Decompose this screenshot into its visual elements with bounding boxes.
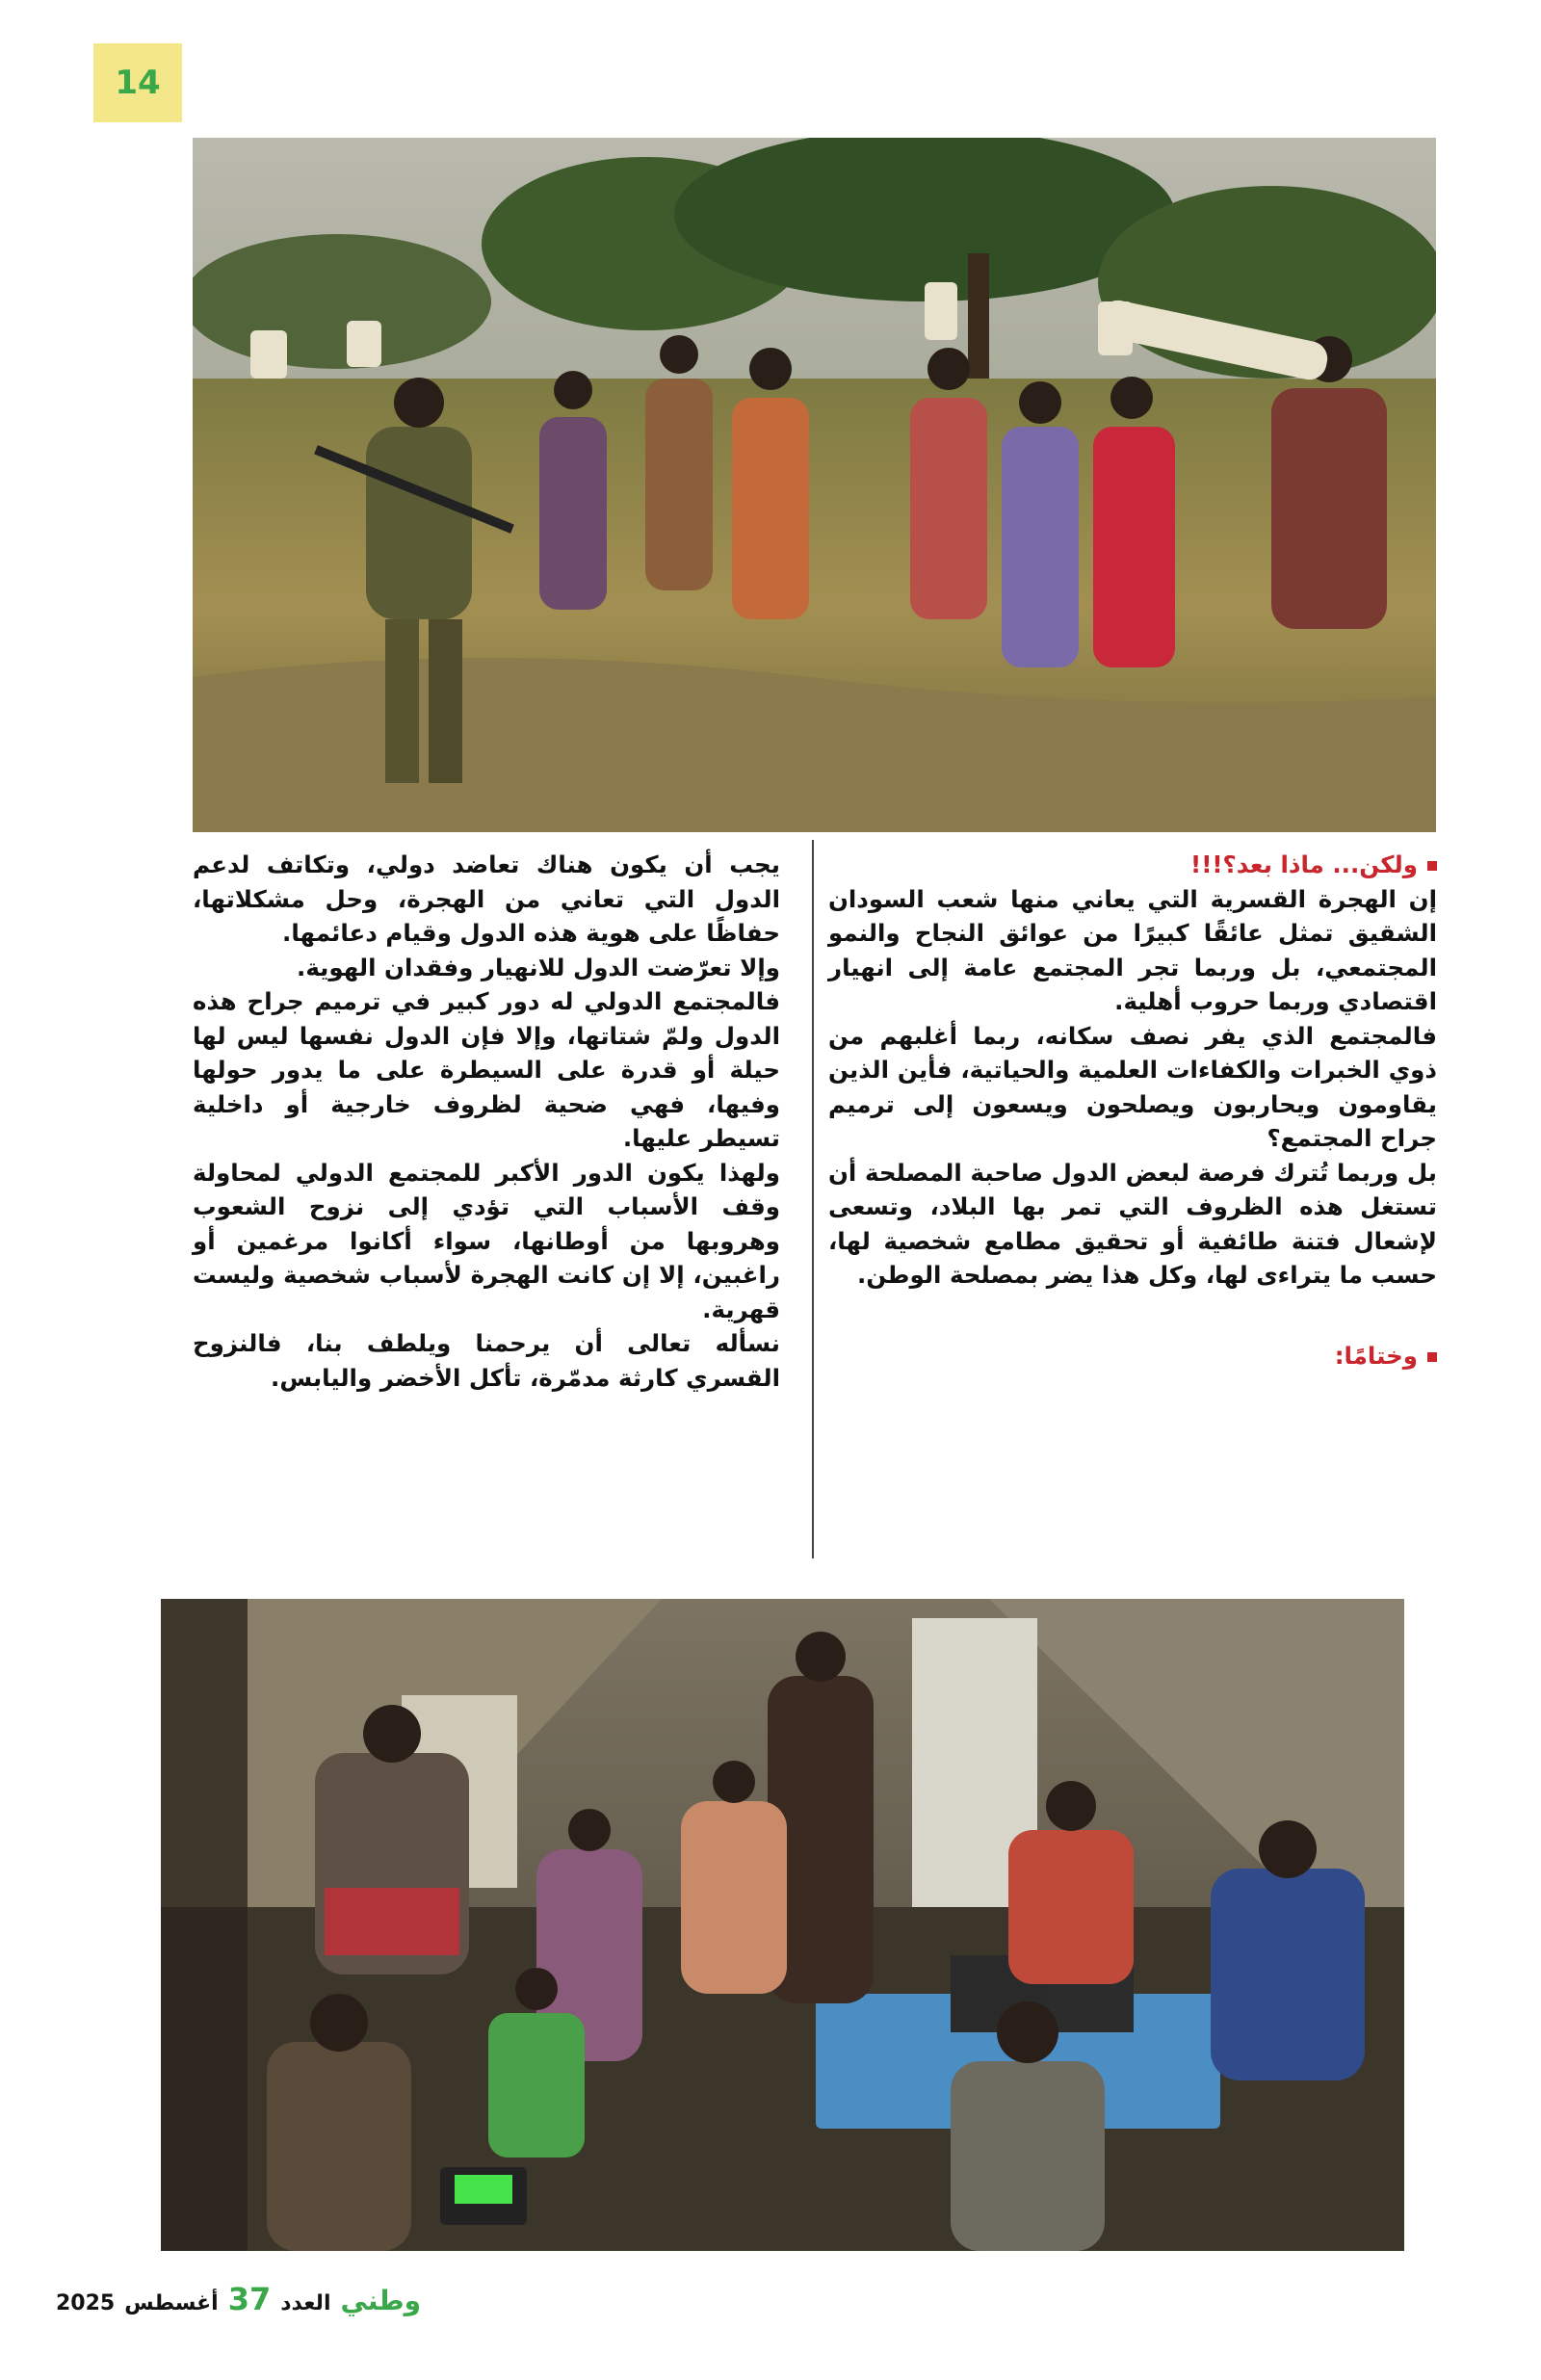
photo-people-walking [193, 138, 1436, 832]
paragraph: بل وربما تُترك فرصة لبعض الدول صاحبة المصلحة أن تستغل هذه الظروف التي تمر بها البلاد، وتسعى لإشعال فتنة طائفية أو تحقيق مطامع شخصية لها، حسب ما يتراءى لها، وكل هذا يضر بمصلحة الوطن. [828, 1158, 1437, 1289]
heading-text: ولكن... ماذا بعد؟!!! [1190, 850, 1418, 878]
article-right-column [828, 848, 1437, 1373]
footer-month: أغسطس [124, 2291, 219, 2315]
column-divider [812, 840, 814, 1558]
article-left-column [193, 848, 780, 1395]
paragraph: ولهذا يكون الدور الأكبر للمجتمع الدولي لمحاولة وقف الأسباب التي تؤدي إلى نزوح الشعوب وهروبها من أوطانها، سواء أكانوا مرغمين أو راغبين، إلا إن كانت الهجرة لأسباب شخصية وليست قهرية. [193, 1158, 780, 1323]
closing-heading [828, 1339, 1437, 1373]
paragraph: إن الهجرة القسرية التي يعاني منها شعب السودان الشقيق تمثل عائقًا كبيرًا من عوائق النجاح والنمو المجتمعي، بل وربما تجر المجتمع عامة إلى انهيار اقتصادي وربما حروب أهلية. [828, 884, 1437, 1015]
closing-heading-text: وختامًا: [1334, 1341, 1418, 1370]
photo-registration-tent [161, 1599, 1404, 2251]
paragraph: فالمجتمع الدولي له دور كبير في ترميم جراح هذه الدول ولمّ شتاتها، وإلا فإن الدول نفسها ليس لها حيلة أو قدرة على السيطرة على ما يدور حولها وفيها، فهي ضحية لظروف خارجية أو داخلية تسيطر عليها. [193, 987, 780, 1152]
bullet-icon [1427, 1352, 1437, 1362]
footer-magazine-name: وطني [340, 2285, 422, 2316]
page-footer [56, 2281, 421, 2319]
photo-registration-tent-icon [161, 1599, 1404, 2251]
footer-issue-label: العدد [280, 2291, 331, 2315]
footer-issue-number: 37 [227, 2281, 272, 2317]
paragraph: فالمجتمع الذي يفر نصف سكانه، ربما أغلبهم من ذوي الخبرات والكفاءات العلمية والحياتية، فأين الذين يقاومون ويحاربون ويصلحون ويسعون إلى ترميم جراح المجتمع؟ [828, 1021, 1437, 1152]
paragraph: يجب أن يكون هناك تعاضد دولي، وتكاتف لدعم الدول التي تعاني من الهجرة، وحل مشكلاتها، حفاظًا على هوية هذه الدول وقيام دعائمها. [193, 850, 780, 947]
paragraph: وإلا تعرّضت الدول للانهيار وفقدان الهوية. [297, 953, 780, 981]
photo-people-walking-icon [193, 138, 1436, 832]
footer-year: 2025 [56, 2291, 116, 2315]
page-number: 14 [93, 43, 182, 122]
paragraph: نسأله تعالى أن يرحمنا ويلطف بنا، فالنزوح القسري كارثة مدمّرة، تأكل الأخضر واليابس. [193, 1329, 780, 1392]
section-heading [828, 848, 1437, 882]
bullet-icon [1427, 861, 1437, 871]
